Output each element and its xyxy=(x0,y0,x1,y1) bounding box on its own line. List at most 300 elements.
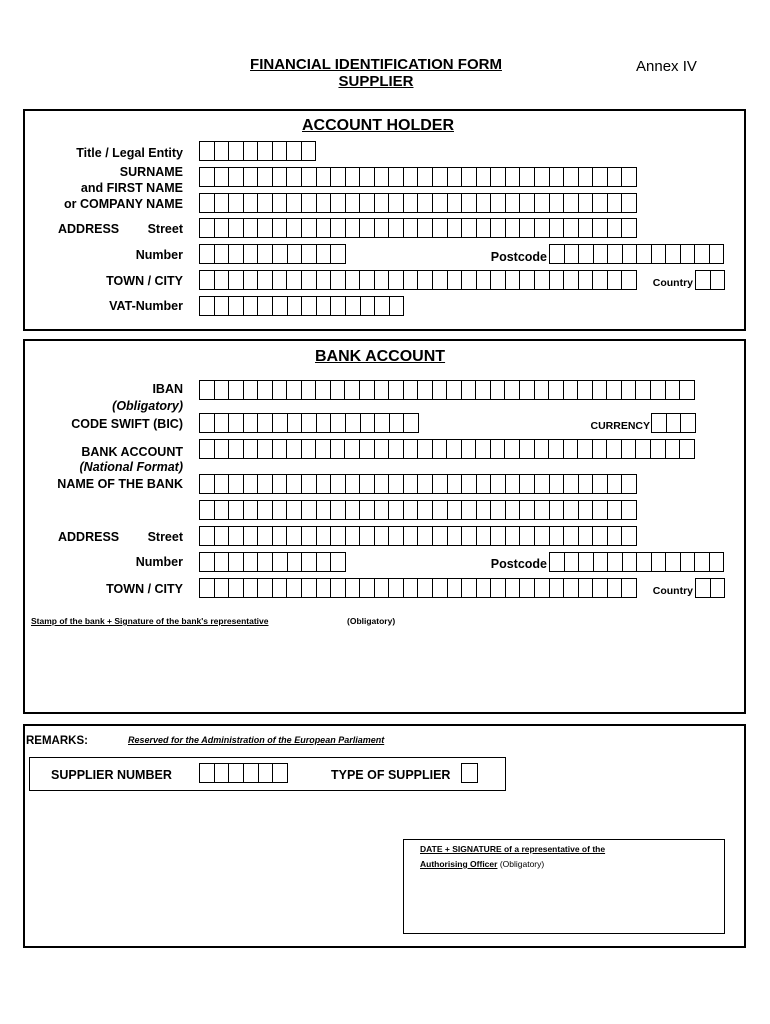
char-box[interactable] xyxy=(608,579,623,597)
currency-boxes[interactable] xyxy=(651,413,696,433)
bank-number-boxes[interactable] xyxy=(199,552,346,572)
char-box[interactable] xyxy=(491,440,506,458)
char-box[interactable] xyxy=(229,168,244,186)
char-box[interactable] xyxy=(258,527,273,545)
char-box[interactable] xyxy=(360,194,375,212)
char-box[interactable] xyxy=(288,297,303,315)
char-box[interactable] xyxy=(200,579,215,597)
char-box[interactable] xyxy=(680,381,695,399)
char-box[interactable] xyxy=(287,168,302,186)
char-box[interactable] xyxy=(711,579,726,597)
char-box[interactable] xyxy=(331,245,346,263)
char-box[interactable] xyxy=(273,168,288,186)
char-box[interactable] xyxy=(491,219,506,237)
char-box[interactable] xyxy=(594,245,609,263)
char-box[interactable] xyxy=(652,414,667,432)
char-box[interactable] xyxy=(622,475,637,493)
char-box[interactable] xyxy=(215,142,230,160)
char-box[interactable] xyxy=(317,501,332,519)
char-box[interactable] xyxy=(608,168,623,186)
char-box[interactable] xyxy=(651,440,666,458)
char-box[interactable] xyxy=(593,219,608,237)
char-box[interactable] xyxy=(593,271,608,289)
char-box[interactable] xyxy=(637,245,652,263)
char-box[interactable] xyxy=(302,168,317,186)
char-box[interactable] xyxy=(317,414,332,432)
char-box[interactable] xyxy=(579,219,594,237)
bank-postcode-boxes[interactable] xyxy=(549,552,724,572)
char-box[interactable] xyxy=(549,440,564,458)
supplier-number-boxes[interactable] xyxy=(199,763,288,783)
char-box[interactable] xyxy=(346,579,361,597)
char-box[interactable] xyxy=(215,527,230,545)
char-box[interactable] xyxy=(622,527,637,545)
char-box[interactable] xyxy=(477,527,492,545)
char-box[interactable] xyxy=(317,271,332,289)
char-box[interactable] xyxy=(462,527,477,545)
char-box[interactable] xyxy=(244,168,259,186)
char-box[interactable] xyxy=(215,501,230,519)
char-box[interactable] xyxy=(505,381,520,399)
char-box[interactable] xyxy=(608,271,623,289)
char-box[interactable] xyxy=(564,440,579,458)
char-box[interactable] xyxy=(375,168,390,186)
char-box[interactable] xyxy=(317,475,332,493)
char-box[interactable] xyxy=(418,381,433,399)
char-box[interactable] xyxy=(520,440,535,458)
char-box[interactable] xyxy=(448,527,463,545)
char-box[interactable] xyxy=(578,440,593,458)
char-box[interactable] xyxy=(390,297,405,315)
country-boxes[interactable] xyxy=(695,270,725,290)
char-box[interactable] xyxy=(433,168,448,186)
char-box[interactable] xyxy=(506,219,521,237)
char-box[interactable] xyxy=(505,440,520,458)
char-box[interactable] xyxy=(710,553,725,571)
char-box[interactable] xyxy=(288,553,303,571)
char-box[interactable] xyxy=(418,501,433,519)
char-box[interactable] xyxy=(681,553,696,571)
char-box[interactable] xyxy=(317,553,332,571)
town-city-boxes[interactable] xyxy=(199,270,637,290)
char-box[interactable] xyxy=(520,271,535,289)
char-box[interactable] xyxy=(579,194,594,212)
char-box[interactable] xyxy=(622,440,637,458)
char-box[interactable] xyxy=(564,194,579,212)
char-box[interactable] xyxy=(360,579,375,597)
char-box[interactable] xyxy=(448,219,463,237)
char-box[interactable] xyxy=(462,194,477,212)
char-box[interactable] xyxy=(331,553,346,571)
char-box[interactable] xyxy=(535,219,550,237)
char-box[interactable] xyxy=(579,271,594,289)
char-box[interactable] xyxy=(200,168,215,186)
char-box[interactable] xyxy=(331,271,346,289)
char-box[interactable] xyxy=(462,440,477,458)
char-box[interactable] xyxy=(506,579,521,597)
char-box[interactable] xyxy=(215,414,230,432)
char-box[interactable] xyxy=(317,168,332,186)
char-box[interactable] xyxy=(491,501,506,519)
char-box[interactable] xyxy=(375,219,390,237)
char-box[interactable] xyxy=(520,579,535,597)
char-box[interactable] xyxy=(273,764,288,782)
char-box[interactable] xyxy=(433,440,448,458)
char-box[interactable] xyxy=(200,764,215,782)
char-box[interactable] xyxy=(389,219,404,237)
postcode-boxes[interactable] xyxy=(549,244,724,264)
bank-town-city-boxes[interactable] xyxy=(199,578,637,598)
char-box[interactable] xyxy=(200,475,215,493)
char-box[interactable] xyxy=(550,579,565,597)
char-box[interactable] xyxy=(317,194,332,212)
char-box[interactable] xyxy=(229,381,244,399)
char-box[interactable] xyxy=(287,527,302,545)
char-box[interactable] xyxy=(593,475,608,493)
char-box[interactable] xyxy=(244,194,259,212)
char-box[interactable] xyxy=(695,553,710,571)
char-box[interactable] xyxy=(389,271,404,289)
bank-name-boxes-1[interactable] xyxy=(199,474,637,494)
char-box[interactable] xyxy=(637,553,652,571)
char-box[interactable] xyxy=(215,194,230,212)
char-box[interactable] xyxy=(520,501,535,519)
char-box[interactable] xyxy=(477,168,492,186)
char-box[interactable] xyxy=(476,440,491,458)
char-box[interactable] xyxy=(244,271,259,289)
char-box[interactable] xyxy=(389,527,404,545)
char-box[interactable] xyxy=(418,168,433,186)
char-box[interactable] xyxy=(200,553,215,571)
char-box[interactable] xyxy=(623,245,638,263)
char-box[interactable] xyxy=(622,219,637,237)
char-box[interactable] xyxy=(389,168,404,186)
type-of-supplier-box[interactable] xyxy=(461,763,478,783)
char-box[interactable] xyxy=(244,297,259,315)
char-box[interactable] xyxy=(200,271,215,289)
char-box[interactable] xyxy=(535,501,550,519)
char-box[interactable] xyxy=(258,414,273,432)
char-box[interactable] xyxy=(389,194,404,212)
char-box[interactable] xyxy=(462,271,477,289)
company-name-boxes[interactable] xyxy=(199,193,637,213)
char-box[interactable] xyxy=(302,297,317,315)
char-box[interactable] xyxy=(331,440,346,458)
char-box[interactable] xyxy=(375,271,390,289)
char-box[interactable] xyxy=(579,168,594,186)
char-box[interactable] xyxy=(535,440,550,458)
char-box[interactable] xyxy=(433,271,448,289)
char-box[interactable] xyxy=(302,414,317,432)
char-box[interactable] xyxy=(258,194,273,212)
char-box[interactable] xyxy=(636,381,651,399)
char-box[interactable] xyxy=(593,579,608,597)
char-box[interactable] xyxy=(244,527,259,545)
char-box[interactable] xyxy=(229,579,244,597)
char-box[interactable] xyxy=(331,579,346,597)
char-box[interactable] xyxy=(215,271,230,289)
char-box[interactable] xyxy=(200,414,215,432)
char-box[interactable] xyxy=(608,219,623,237)
char-box[interactable] xyxy=(608,194,623,212)
char-box[interactable] xyxy=(593,194,608,212)
char-box[interactable] xyxy=(215,219,230,237)
char-box[interactable] xyxy=(404,440,419,458)
vat-number-boxes[interactable] xyxy=(199,296,404,316)
char-box[interactable] xyxy=(680,440,695,458)
char-box[interactable] xyxy=(258,475,273,493)
char-box[interactable] xyxy=(244,381,259,399)
char-box[interactable] xyxy=(229,440,244,458)
char-box[interactable] xyxy=(331,414,346,432)
char-box[interactable] xyxy=(215,440,230,458)
char-box[interactable] xyxy=(244,440,259,458)
char-box[interactable] xyxy=(389,440,404,458)
char-box[interactable] xyxy=(433,527,448,545)
char-box[interactable] xyxy=(258,168,273,186)
char-box[interactable] xyxy=(447,381,462,399)
char-box[interactable] xyxy=(477,579,492,597)
char-box[interactable] xyxy=(433,501,448,519)
char-box[interactable] xyxy=(608,475,623,493)
char-box[interactable] xyxy=(448,271,463,289)
char-box[interactable] xyxy=(666,440,681,458)
char-box[interactable] xyxy=(360,527,375,545)
char-box[interactable] xyxy=(579,527,594,545)
char-box[interactable] xyxy=(331,219,346,237)
char-box[interactable] xyxy=(418,440,433,458)
surname-boxes[interactable] xyxy=(199,167,637,187)
char-box[interactable] xyxy=(360,501,375,519)
char-box[interactable] xyxy=(404,414,419,432)
char-box[interactable] xyxy=(418,475,433,493)
char-box[interactable] xyxy=(229,553,244,571)
char-box[interactable] xyxy=(331,527,346,545)
char-box[interactable] xyxy=(433,194,448,212)
char-box[interactable] xyxy=(448,579,463,597)
char-box[interactable] xyxy=(331,381,346,399)
char-box[interactable] xyxy=(579,553,594,571)
char-box[interactable] xyxy=(550,501,565,519)
char-box[interactable] xyxy=(491,271,506,289)
char-box[interactable] xyxy=(200,297,215,315)
char-box[interactable] xyxy=(244,764,259,782)
char-box[interactable] xyxy=(607,381,622,399)
char-box[interactable] xyxy=(273,381,288,399)
char-box[interactable] xyxy=(506,501,521,519)
char-box[interactable] xyxy=(258,501,273,519)
char-box[interactable] xyxy=(360,219,375,237)
char-box[interactable] xyxy=(622,579,637,597)
char-box[interactable] xyxy=(345,440,360,458)
char-box[interactable] xyxy=(448,194,463,212)
char-box[interactable] xyxy=(200,527,215,545)
char-box[interactable] xyxy=(666,381,681,399)
char-box[interactable] xyxy=(258,271,273,289)
char-box[interactable] xyxy=(273,194,288,212)
char-box[interactable] xyxy=(623,553,638,571)
char-box[interactable] xyxy=(550,271,565,289)
char-box[interactable] xyxy=(302,579,317,597)
char-box[interactable] xyxy=(287,475,302,493)
char-box[interactable] xyxy=(215,381,230,399)
char-box[interactable] xyxy=(229,219,244,237)
char-box[interactable] xyxy=(433,475,448,493)
char-box[interactable] xyxy=(200,194,215,212)
char-box[interactable] xyxy=(360,168,375,186)
char-box[interactable] xyxy=(361,297,376,315)
char-box[interactable] xyxy=(200,501,215,519)
char-box[interactable] xyxy=(418,527,433,545)
street-boxes[interactable] xyxy=(199,218,637,238)
char-box[interactable] xyxy=(550,553,565,571)
char-box[interactable] xyxy=(346,219,361,237)
char-box[interactable] xyxy=(506,475,521,493)
char-box[interactable] xyxy=(317,527,332,545)
char-box[interactable] xyxy=(404,219,419,237)
char-box[interactable] xyxy=(361,414,376,432)
char-box[interactable] xyxy=(346,501,361,519)
char-box[interactable] xyxy=(346,414,361,432)
char-box[interactable] xyxy=(390,414,405,432)
char-box[interactable] xyxy=(565,553,580,571)
char-box[interactable] xyxy=(491,381,506,399)
char-box[interactable] xyxy=(550,168,565,186)
char-box[interactable] xyxy=(200,142,215,160)
char-box[interactable] xyxy=(375,475,390,493)
char-box[interactable] xyxy=(244,414,259,432)
char-box[interactable] xyxy=(375,297,390,315)
char-box[interactable] xyxy=(215,764,230,782)
char-box[interactable] xyxy=(607,440,622,458)
char-box[interactable] xyxy=(258,381,273,399)
char-box[interactable] xyxy=(579,245,594,263)
char-box[interactable] xyxy=(345,381,360,399)
char-box[interactable] xyxy=(564,381,579,399)
char-box[interactable] xyxy=(229,414,244,432)
char-box[interactable] xyxy=(491,527,506,545)
char-box[interactable] xyxy=(491,579,506,597)
char-box[interactable] xyxy=(652,553,667,571)
char-box[interactable] xyxy=(258,553,273,571)
char-box[interactable] xyxy=(462,501,477,519)
char-box[interactable] xyxy=(593,381,608,399)
char-box[interactable] xyxy=(564,579,579,597)
char-box[interactable] xyxy=(389,579,404,597)
char-box[interactable] xyxy=(681,245,696,263)
char-box[interactable] xyxy=(535,381,550,399)
char-box[interactable] xyxy=(317,245,332,263)
char-box[interactable] xyxy=(302,381,317,399)
char-box[interactable] xyxy=(608,245,623,263)
char-box[interactable] xyxy=(287,142,302,160)
char-box[interactable] xyxy=(404,381,419,399)
char-box[interactable] xyxy=(331,297,346,315)
char-box[interactable] xyxy=(389,501,404,519)
char-box[interactable] xyxy=(520,475,535,493)
char-box[interactable] xyxy=(520,168,535,186)
char-box[interactable] xyxy=(287,579,302,597)
char-box[interactable] xyxy=(477,271,492,289)
char-box[interactable] xyxy=(215,579,230,597)
char-box[interactable] xyxy=(258,297,273,315)
char-box[interactable] xyxy=(550,475,565,493)
char-box[interactable] xyxy=(418,579,433,597)
char-box[interactable] xyxy=(273,475,288,493)
char-box[interactable] xyxy=(258,440,273,458)
char-box[interactable] xyxy=(579,579,594,597)
char-box[interactable] xyxy=(389,381,404,399)
bank-account-boxes[interactable] xyxy=(199,439,695,459)
char-box[interactable] xyxy=(622,501,637,519)
char-box[interactable] xyxy=(229,194,244,212)
char-box[interactable] xyxy=(302,271,317,289)
char-box[interactable] xyxy=(565,245,580,263)
char-box[interactable] xyxy=(273,579,288,597)
char-box[interactable] xyxy=(520,219,535,237)
char-box[interactable] xyxy=(462,579,477,597)
char-box[interactable] xyxy=(287,194,302,212)
char-box[interactable] xyxy=(331,194,346,212)
char-box[interactable] xyxy=(593,527,608,545)
char-box[interactable] xyxy=(331,501,346,519)
char-box[interactable] xyxy=(404,579,419,597)
char-box[interactable] xyxy=(593,501,608,519)
char-box[interactable] xyxy=(346,194,361,212)
char-box[interactable] xyxy=(346,297,361,315)
char-box[interactable] xyxy=(258,245,273,263)
char-box[interactable] xyxy=(462,219,477,237)
char-box[interactable] xyxy=(667,414,682,432)
bank-country-boxes[interactable] xyxy=(695,578,725,598)
swift-boxes[interactable] xyxy=(199,413,419,433)
char-box[interactable] xyxy=(622,381,637,399)
char-box[interactable] xyxy=(535,475,550,493)
char-box[interactable] xyxy=(200,440,215,458)
char-box[interactable] xyxy=(317,579,332,597)
char-box[interactable] xyxy=(506,527,521,545)
bank-street-boxes[interactable] xyxy=(199,526,637,546)
char-box[interactable] xyxy=(550,245,565,263)
char-box[interactable] xyxy=(695,245,710,263)
char-box[interactable] xyxy=(622,271,637,289)
char-box[interactable] xyxy=(273,440,288,458)
char-box[interactable] xyxy=(360,440,375,458)
char-box[interactable] xyxy=(579,501,594,519)
char-box[interactable] xyxy=(273,501,288,519)
char-box[interactable] xyxy=(244,142,259,160)
char-box[interactable] xyxy=(273,553,288,571)
char-box[interactable] xyxy=(316,440,331,458)
char-box[interactable] xyxy=(258,579,273,597)
char-box[interactable] xyxy=(535,168,550,186)
char-box[interactable] xyxy=(302,194,317,212)
char-box[interactable] xyxy=(288,245,303,263)
char-box[interactable] xyxy=(244,245,259,263)
char-box[interactable] xyxy=(448,475,463,493)
char-box[interactable] xyxy=(331,168,346,186)
char-box[interactable] xyxy=(477,194,492,212)
char-box[interactable] xyxy=(215,475,230,493)
char-box[interactable] xyxy=(491,194,506,212)
char-box[interactable] xyxy=(578,381,593,399)
char-box[interactable] xyxy=(389,475,404,493)
iban-boxes[interactable] xyxy=(199,380,695,400)
char-box[interactable] xyxy=(462,381,477,399)
char-box[interactable] xyxy=(476,381,491,399)
char-box[interactable] xyxy=(666,245,681,263)
char-box[interactable] xyxy=(273,245,288,263)
